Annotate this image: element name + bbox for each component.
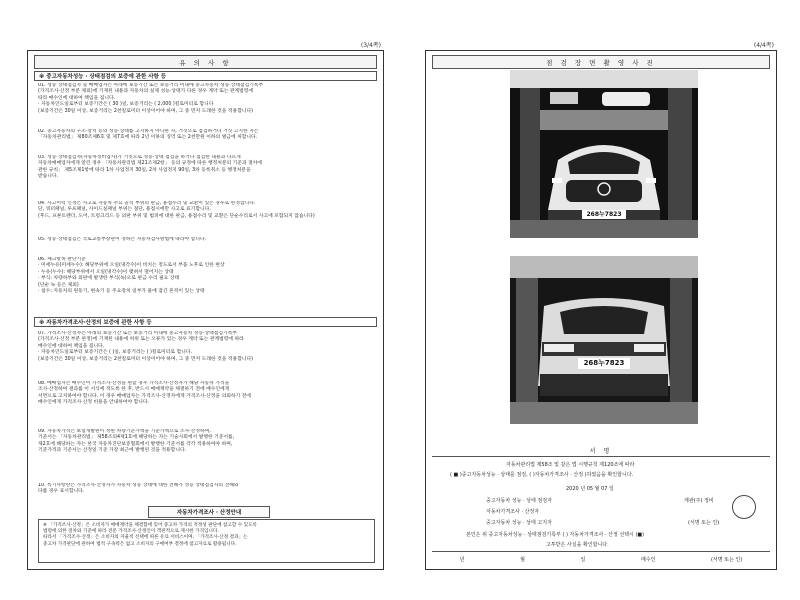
item-08: 08. 매매업자는 매수인이 가격조사·산정을 원할 경우 가격조사·산정자가 해당 자동차 가격을 조사·산정하여 결과를 이 서식에 적도록 한 후, 반드시 매매계약을 체결하기 전에 매수인에게 서면으로 고지하여야 합니다. 이 경우 매매업자는 가격조사·산정자에게 가격조사·산정을 의뢰하기 전에 매수인에게 가격조사·산정 비용을 안내하여야 합니다.: [38, 381, 251, 406]
item-07: 07. 가격조사·산정자는 아래의 보증기간 또는 보증거리 이내에 중고자동차 성능·상태점검기록부 (가격조사·산정 부분 한정)에 기재된 내용에 허위 또는 오류가 있는 경우 계약 또는 관계법령에 따라 매수인에 대하여 책임을 집니다. · 자동차인도일로부터 보증기간은 ( )일, 보증거리는 ( )킬로미터로 합니다. (보증기간은 30일 이상, 보증거리는 2천킬로미터 이상이어야 하며, 그 중 먼저 도래한 것을 적용합니다): [38, 331, 253, 362]
item-06: 06. 체크항목 판단기준 · 미세누유(미세누수): 해당부위에 오일(냉각수)이 비치는 정도로서 부품 노후로 인한 현상 · 누유(누수): 해당부위에서 오일(냉각수)이 맺혀서 떨어지는 상태 · 부식: 차량하부와 외판에 발생한 부식(녹)으로 판금 수리 필요 상태 (단순 녹 등은 제외) · 침수: 자동차의 원동기, 변속기 등 주요장치 일부가 물에 잠긴 흔적이 있는 상태: [38, 257, 225, 295]
price-guide-title: 자동차가격조사 · 산정안내: [148, 506, 270, 518]
sign-receipt-statement: 고투받은 사실을 확인합니다.: [546, 542, 609, 548]
right-page: [425, 42, 777, 570]
notice-title: 유 의 사 항: [34, 55, 377, 69]
photo-section-title: 점 검 장 면 촬 영 사 진: [432, 55, 770, 69]
buyer-signature-row: [432, 551, 770, 566]
page-number-left: (3/4쪽): [360, 42, 381, 49]
item-02: 02. 중고자동차의 구조·장치 등의 성능·상태를 고지하지 아니한 자, 거짓으로 점검하거나 거짓 고지한 자는 「자동차관리법」 제80조제6호 및 제7호에 따라 2년 이하의 징역 또는 2천만원 이하의 벌금에 처합니다.: [38, 129, 259, 141]
sign-price-assessor-label: 자동차가격조사 · 산정자: [486, 509, 540, 515]
sign-legal-basis: 자동차관리법 제58조 및 같은 법 시행규칙 제120조에 따라: [506, 462, 635, 468]
section-inspection-warranty: ※ 중고자동차성능 · 상태점검의 보증에 관한 사항 등: [34, 71, 377, 81]
price-guide-box: ※ 「가격조사·산정」은 소비자가 매매계약을 체결함에 있어 중고차 가격의 적정성 판단에 참고할 수 있도록 법령에 의한 절차와 기준에 따라 전문 가격조사·산정인이 객관적으로 제시한 가격입니다. 따라서 「가격조사·산정」은 소비자의 자율적 선택에 따른 유료 서비스이며, 「가격조사·산정 결과」는 중고차 가격판단에 관하여 법적 구속력은 없고 소비자의 구매여부 결정에 참고자료로 활용됩니다.: [38, 519, 375, 563]
buyer-label: 매수인: [640, 556, 656, 563]
sign-date: 2020 년 05 월 07 일: [566, 486, 614, 492]
item-01: 01. 성능 상태점검자 및 매매업자는 아래에 보증기간 또는 보증거리 이내에 중고자동차 성능·상태점검기록부 (가격조사·산정 부분 제외)에 기재된 내용과 자동차의 실제 성능·상태가 다른 경우 계약 또는 관계법령에 따라 매수인에 대하여 책임을 집니다. · 자동차인도일로부터 보증기간은 ( 30 )일, 보증거리는 ( 2,000 )킬로미터로 합니다 (보증기간은 30일 이상, 보증거리는 2천킬로미터 이상이어야 하며, 그 중 먼저 도래한 것을 적용합니다): [38, 83, 264, 114]
left-page: [27, 42, 384, 570]
sign-notifier-label: 중고자동차 성능 · 상태 고지자: [486, 520, 552, 526]
sign-confirmation: ( ■ )중고자동차성능 · 상태를 점검, ( )자동차가격조사 · 산정 )하였음을 확인합니다.: [450, 472, 634, 478]
buyer-month: 월: [520, 556, 525, 563]
sign-inspector-label: 중고자동차 성능 · 상태 점검자: [486, 498, 552, 504]
item-03: 03. 성능·상태점검자(자동차정비업자)가 거짓으로 성능·상태 점검을 하거나 점검한 내용과 다르게 자동차매매업자에게 알린 경우 「자동차관리법 제21조제2항」 등의 규정에 따른 행정처분의 기준과 절차에 관한 규칙」 제5조제1항에 따라 1차 사업정지 30일, 2차 사업정지 90일, 3차 등록취소 등 행정처분을 받습니다.: [38, 155, 262, 180]
sign-company-name: 계관(주) 정비: [684, 498, 714, 504]
item-10: 10. 특기사항란은 가격조사·산정자가 자동차 성능 상태에 대한 견해가 성능 상태점검자의 견해와 다를 경우 표시합니다.: [38, 483, 239, 495]
sign-or-seal-note: (서명 또는 인): [688, 520, 720, 526]
item-09: 09. 자동차가격은 보험개발원이 정한 차량기준가액을 기준가액으로 조사·산정하며, 기준서는 「자동차관리법」 제58조의4제1호에 해당하는 자는 기술사회에서 발행한 기준서를, 제2호에 해당하는 자는 한국 자동차진단보증협회에서 발행한 기준서를 각각 적용하여야 하며, 기준가격과 기준서는 산정일 기준 가장 최근에 발행된 것을 적용합니다.: [38, 429, 235, 454]
buyer-sign-note: (서명 또는 인): [710, 556, 743, 563]
sign-buyer-statement: 본인은 위 중고자동차성능 · 상태점검기록부 ( ) 자동차가격조사 · 산정 선택시 (■): [466, 532, 645, 538]
company-seal-stamp: [732, 495, 756, 519]
signature-section-title: 서 명: [432, 444, 770, 457]
buyer-day: 일: [580, 556, 586, 563]
section-price-warranty: ※ 자동차가격조사·산정의 보증에 관한 사항 등: [34, 317, 377, 327]
page-number-right: (4/4쪽): [753, 42, 774, 49]
license-plate-front: 268누7823: [582, 210, 626, 219]
inspection-photo-rear: [510, 256, 698, 424]
license-plate-rear: 268누7823: [578, 358, 630, 369]
buyer-year: 년: [459, 556, 465, 563]
item-04: 04. 사고이력 인정은 사고로 자동차 주요 골격 부위의 판금, 용접수리 및 교환이 있는 경우로 한정합니다. 단, 쿼터패널, 루프패널, 사이드실패널 부위는 절단, 용접시에만 사고로 표기합니다. (후드, 프론트펜더, 도어, 트렁크리드 등 외판 부위 및 범퍼에 대한 판금, 용접수리 및 교환은 단순수리로서 사고에 포함되지 않습니다): [38, 201, 315, 219]
inspection-photo-front: [510, 70, 698, 238]
item-05: 05. 성능·상태점검은 국토교통부장관이 정하는 자동차검사방법에 따라야 합니다.: [38, 237, 207, 242]
